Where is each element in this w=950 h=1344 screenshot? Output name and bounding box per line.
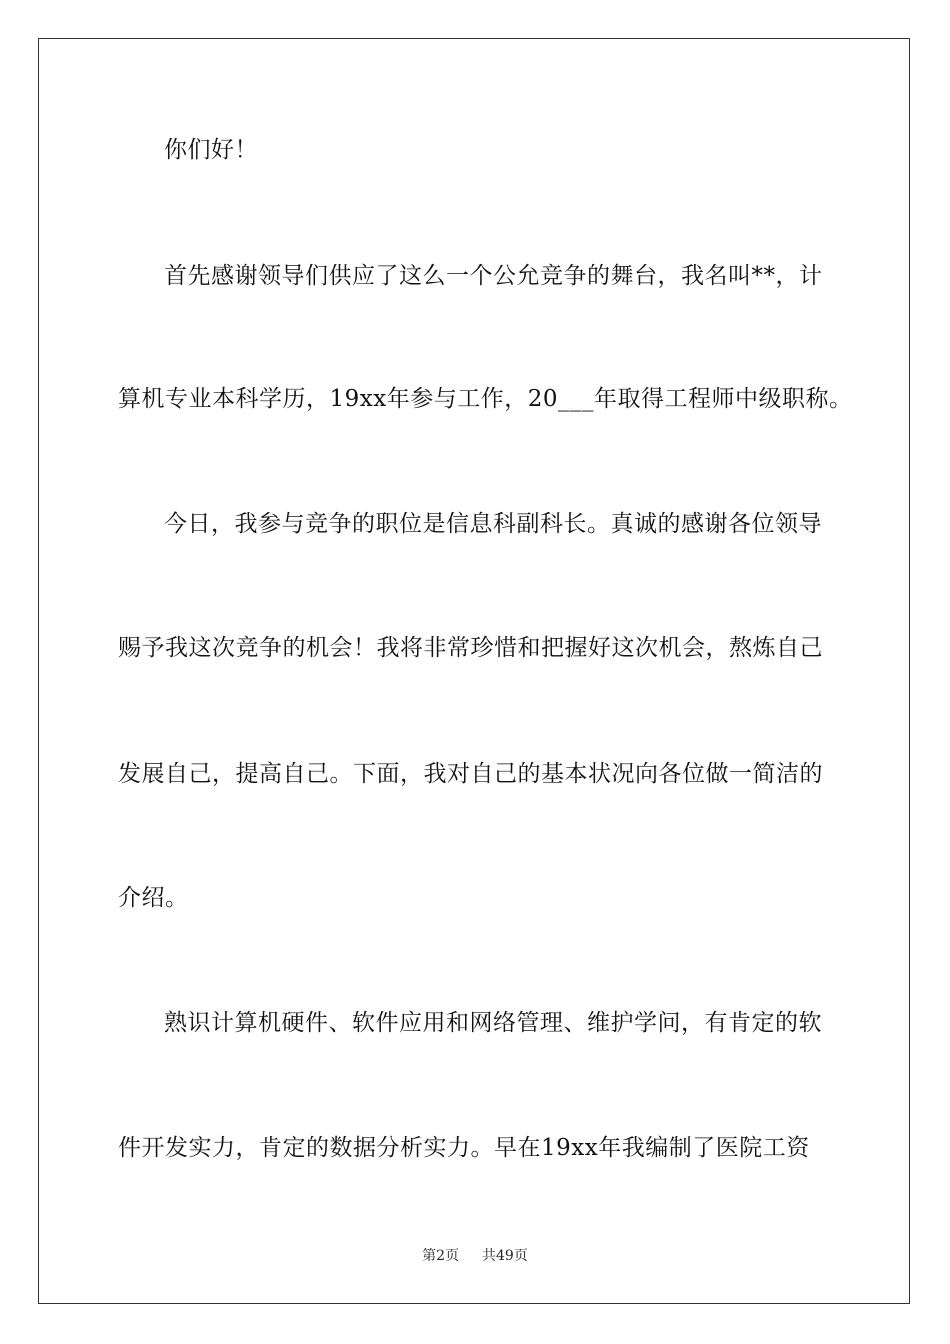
paragraph-line: 今日，我参与竞争的职位是信息科副科长。真诚的感谢各位领导 — [164, 511, 822, 537]
paragraph-line: 首先感谢领导们供应了这么一个公允竞争的舞台，我名叫**，计 — [164, 263, 823, 289]
paragraph-line: 发展自己，提高自己。下面，我对自己的基本状况向各位做一简洁的 — [118, 761, 823, 787]
page-border — [38, 38, 910, 1304]
paragraph-line: 件开发实力，肯定的数据分析实力。早在19xx年我编制了医院工资 — [118, 1135, 810, 1161]
paragraph-line: 介绍。 — [118, 885, 189, 911]
paragraph-line: 赐予我这次竞争的机会！我将非常珍惜和把握好这次机会，熬炼自己 — [118, 635, 823, 661]
paragraph-line: 熟识计算机硬件、软件应用和网络管理、维护学问，有肯定的软 — [164, 1010, 822, 1036]
paragraph-line: 算机专业本科学历，19xx年参与工作，20___年取得工程师中级职称。 — [118, 386, 853, 412]
page-total: 共49页 — [482, 1248, 528, 1264]
page-number: 第2页 — [422, 1248, 460, 1264]
page-footer — [0, 1246, 950, 1266]
paragraph-greeting: 你们好！ — [164, 137, 258, 163]
